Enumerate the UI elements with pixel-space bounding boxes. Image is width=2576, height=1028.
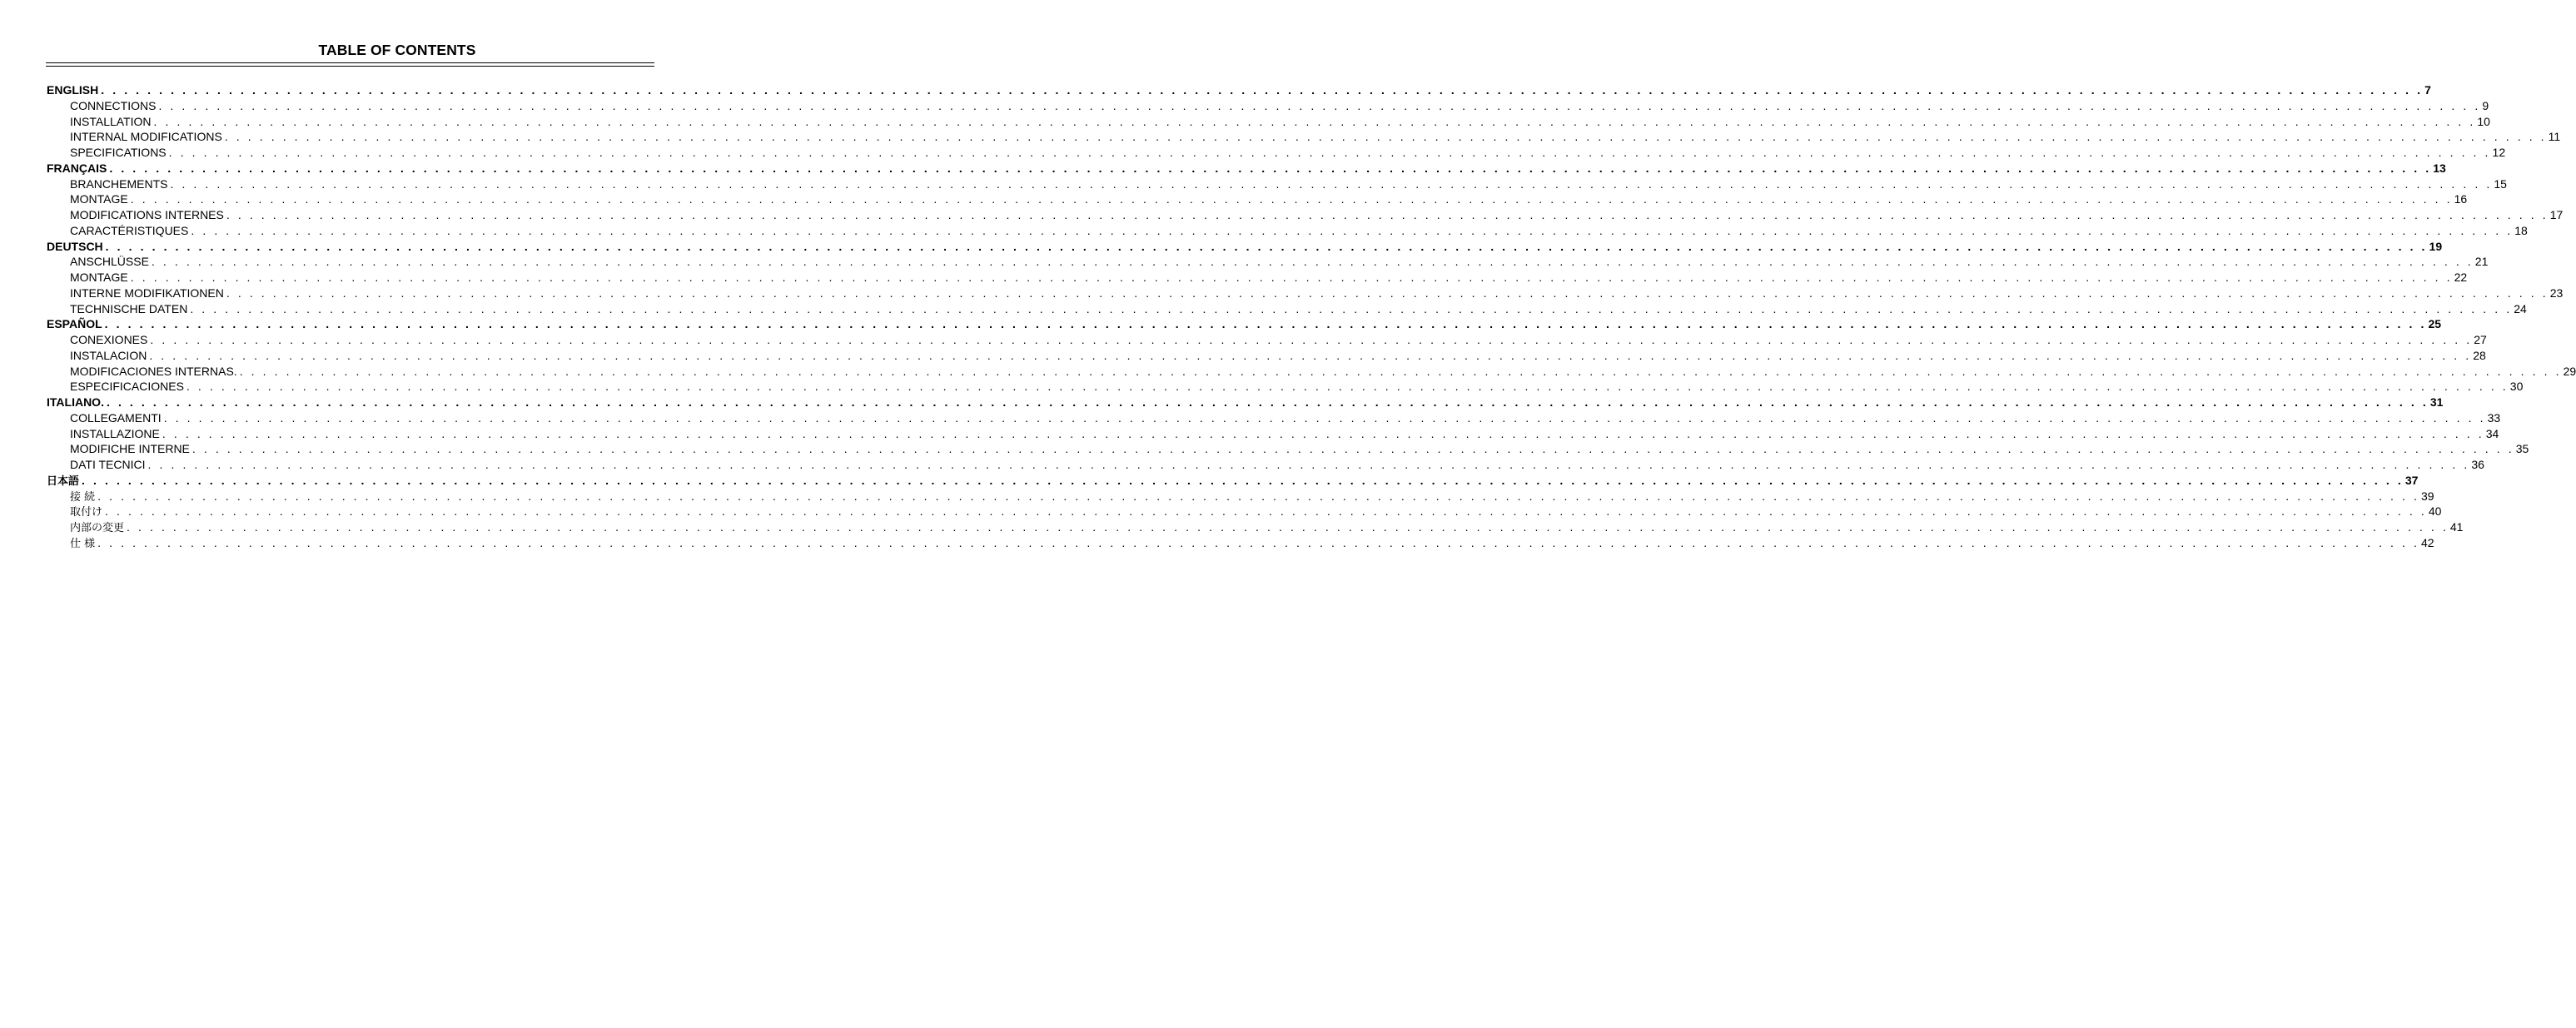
toc-subsection-entry[interactable] — [47, 129, 2561, 145]
toc-dot-leader: . . . . . . . . . . . . . . . . . . . . . . . . . . . . . . . . . . . . . . . . . . . . . . . . . . . . . . . . . . . . . . . . . . . . . . . . . . . . . . . . . . . . . . . . . . . . . . . . . . . . . . . . . . . . . . . . . . . . . . . . . . . . . . . . . . . . . . . . . . . . . . . . . . . . . . . . . . . . . . . . . . . . . . . . . . . . . . . . . . . . . . . . . . . . . . . . . . . . . . . . — [153, 114, 2476, 128]
toc-page-number: 15 — [2494, 176, 2507, 191]
toc-page-number: 28 — [2473, 348, 2486, 362]
toc-subsection-entry[interactable] — [47, 441, 2529, 457]
toc-entry-label: DEUTSCH — [47, 239, 103, 253]
toc-entry-label: MONTAGE — [70, 192, 128, 206]
toc-subsection-entry[interactable] — [47, 410, 2501, 426]
toc-dot-leader: . . . . . . . . . . . . . . . . . . . . . . . . . . . . . . . . . . . . . . . . . . . . . . . . . . . . . . . . . . . . . . . . . . . . . . . . . . . . . . . . . . . . . . . . . . . . . . . . . . . . . . . . . . . . . . . . . . . . . . . . . . . . . . . . . . . . . . . . . . . . . . . . . . . . . . . . . . . . . . . . . . . . . . . . . . . . . . . . . . . . . . . . . . . . . . . . . . . . . . . . — [190, 301, 2513, 315]
toc-section-entry[interactable] — [47, 473, 2419, 489]
toc-dot-leader: . . . . . . . . . . . . . . . . . . . . . . . . . . . . . . . . . . . . . . . . . . . . . . . . . . . . . . . . . . . . . . . . . . . . . . . . . . . . . . . . . . . . . . . . . . . . . . . . . . . . . . . . . . . . . . . . . . . . . . . . . . . . . . . . . . . . . . . . . . . . . . . . . . . . . . . . . . . . . . . . . . . . . . . . . . . . . . . . . . . . . . . . . . . . . . . . . . . . . . . . — [151, 255, 2474, 269]
toc-section-entry[interactable] — [47, 161, 2446, 176]
toc-entry-label: 内部の変更 — [70, 522, 125, 534]
toc-page-number: 36 — [2471, 458, 2484, 471]
toc-entry-label: ENGLISH — [47, 83, 99, 97]
toc-page-number: 13 — [2433, 161, 2446, 175]
toc-subsection-entry[interactable] — [47, 457, 2484, 473]
toc-subsection-entry[interactable] — [47, 286, 2564, 301]
toc-subsection-entry[interactable] — [47, 379, 2524, 395]
toc-subsection-entry[interactable] — [47, 426, 2499, 442]
toc-page-number: 23 — [2549, 286, 2564, 300]
toc-dot-leader: . . . . . . . . . . . . . . . . . . . . . . . . . . . . . . . . . . . . . . . . . . . . . . . . . . . . . . . . . . . . . . . . . . . . . . . . . . . . . . . . . . . . . . . . . . . . . . . . . . . . . . . . . . . . . . . . . . . . . . . . . . . . . . . . . . . . . . . . . . . . . . . . . . . . . . . . . . . . . . . . . . . . . . . . . . . . . . . . . . . . . . . . . . . . . . . . . . . . . . . . — [162, 426, 2484, 440]
toc-dot-leader: . . . . . . . . . . . . . . . . . . . . . . . . . . . . . . . . . . . . . . . . . . . . . . . . . . . . . . . . . . . . . . . . . . . . . . . . . . . . . . . . . . . . . . . . . . . . . . . . . . . . . . . . . . . . . . . . . . . . . . . . . . . . . . . . . . . . . . . . . . . . . . . . . . . . . . . . . . . . . . . . . . . . . . . . . . . . . . . . . . . . . . . . . . . . . . . . . . . . . . . . — [127, 520, 2449, 534]
toc-dot-leader: . . . . . . . . . . . . . . . . . . . . . . . . . . . . . . . . . . . . . . . . . . . . . . . . . . . . . . . . . . . . . . . . . . . . . . . . . . . . . . . . . . . . . . . . . . . . . . . . . . . . . . . . . . . . . . . . . . . . . . . . . . . . . . . . . . . . . . . . . . . . . . . . . . . . . . . . . . . . . . . . . . . . . . . . . . . . . . . . . . . . . . . . . . . . . . . . . . . . . . . . — [97, 535, 2420, 549]
toc-page-number: 39 — [2421, 489, 2434, 503]
toc-subsection-entry[interactable] — [47, 191, 2468, 207]
toc-page-number: 19 — [2429, 239, 2443, 253]
toc-entry-label: CARACTÉRISTIQUES — [70, 223, 189, 237]
toc-dot-leader: . . . . . . . . . . . . . . . . . . . . . . . . . . . . . . . . . . . . . . . . . . . . . . . . . . . . . . . . . . . . . . . . . . . . . . . . . . . . . . . . . . . . . . . . . . . . . . . . . . . . . . . . . . . . . . . . . . . . . . . . . . . . . . . . . . . . . . . . . . . . . . . . . . . . . . . . . . . . . . . . . . . . . . . . . . . . . . . . . . . . . . . . . . . . . . . . . . . . . . . . — [105, 504, 2427, 519]
toc-dot-leader: . . . . . . . . . . . . . . . . . . . . . . . . . . . . . . . . . . . . . . . . . . . . . . . . . . . . . . . . . . . . . . . . . . . . . . . . . . . . . . . . . . . . . . . . . . . . . . . . . . . . . . . . . . . . . . . . . . . . . . . . . . . . . . . . . . . . . . . . . . . . . . . . . . . . . . . . . . . . . . . . . . . . . . . . . . . . . . . . . . . . . . . . . . . . . . . . . . . . . . . . — [170, 176, 2493, 191]
toc-subsection-entry[interactable] — [47, 270, 2468, 286]
toc-page-number: 33 — [2487, 410, 2501, 425]
toc-entry-label: SPECIFICATIONS — [70, 146, 167, 159]
toc-dot-leader: . . . . . . . . . . . . . . . . . . . . . . . . . . . . . . . . . . . . . . . . . . . . . . . . . . . . . . . . . . . . . . . . . . . . . . . . . . . . . . . . . . . . . . . . . . . . . . . . . . . . . . . . . . . . . . . . . . . . . . . . . . . . . . . . . . . . . . . . . . . . . . . . . . . . . . . . . . . . . . . . . . . . . . . . . . . . . . . . . . . . . . . . . . . . . . . . . . . . . . . . — [147, 458, 2470, 471]
toc-subsection-entry[interactable] — [47, 301, 2527, 317]
toc-subsection-entry[interactable] — [47, 114, 2490, 130]
toc-entry-label: INTERNAL MODIFICATIONS — [70, 130, 222, 144]
toc-entry-label: ESPAÑOL — [47, 317, 102, 331]
toc-entry-label: MODIFICATIONS INTERNES — [70, 208, 224, 221]
toc-dot-leader: . . . . . . . . . . . . . . . . . . . . . . . . . . . . . . . . . . . . . . . . . . . . . . . . . . . . . . . . . . . . . . . . . . . . . . . . . . . . . . . . . . . . . . . . . . . . . . . . . . . . . . . . . . . . . . . . . . . . . . . . . . . . . . . . . . . . . . . . . . . . . . . . . . . . . . . . . . . . . . . . . . . . . . . . . . . . . . . . . . . . . . . . . . . . . . . . . . . . . . . . — [106, 395, 2429, 409]
toc-subsection-entry[interactable] — [47, 207, 2564, 223]
toc-page-number: 17 — [2549, 208, 2564, 221]
toc-page-number: 24 — [2514, 301, 2527, 315]
toc-entry-label: INSTALACION — [70, 348, 147, 362]
toc-subsection-entry[interactable] — [47, 348, 2486, 364]
toc-page-number: 31 — [2429, 395, 2444, 409]
toc-page-number: 7 — [2424, 83, 2431, 97]
toc-entry-label: MODIFICACIONES INTERNAS. — [70, 364, 237, 378]
toc-page-number: 10 — [2477, 114, 2490, 128]
toc-dot-leader: . . . . . . . . . . . . . . . . . . . . . . . . . . . . . . . . . . . . . . . . . . . . . . . . . . . . . . . . . . . . . . . . . . . . . . . . . . . . . . . . . . . . . . . . . . . . . . . . . . . . . . . . . . . . . . . . . . . . . . . . . . . . . . . . . . . . . . . . . . . . . . . . . . . . . . . . . . . . . . . . . . . . . . . . . . . . . . . . . . . . . . . . . . . . . . . . . . . . . . . . — [226, 286, 2549, 300]
toc-entry-label: MONTAGE — [70, 271, 128, 284]
toc-entry-label: 仕 様 — [70, 537, 96, 550]
toc-page-number: 40 — [2428, 504, 2442, 519]
toc-subsection-entry[interactable] — [47, 254, 2489, 270]
toc-entry-label: CONEXIONES — [70, 333, 148, 346]
toc-dot-leader: . . . . . . . . . . . . . . . . . . . . . . . . . . . . . . . . . . . . . . . . . . . . . . . . . . . . . . . . . . . . . . . . . . . . . . . . . . . . . . . . . . . . . . . . . . . . . . . . . . . . . . . . . . . . . . . . . . . . . . . . . . . . . . . . . . . . . . . . . . . . . . . . . . . . . . . . . . . . . . . . . . . . . . . . . . . . . . . . . . . . . . . . . . . . . . . . . . . . . . . . — [163, 410, 2486, 425]
toc-entry-label: 取付け — [70, 506, 103, 519]
toc-page-number: 25 — [2428, 317, 2442, 331]
toc-entry-label: DATI TECNICI — [70, 458, 146, 471]
toc-subsection-entry[interactable] — [47, 223, 2528, 239]
table-of-contents — [47, 82, 2576, 551]
toc-dot-leader: . . . . . . . . . . . . . . . . . . . . . . . . . . . . . . . . . . . . . . . . . . . . . . . . . . . . . . . . . . . . . . . . . . . . . . . . . . . . . . . . . . . . . . . . . . . . . . . . . . . . . . . . . . . . . . . . . . . . . . . . . . . . . . . . . . . . . . . . . . . . . . . . . . . . . . . . . . . . . . . . . . . . . . . . . . . . . . . . . . . . . . . . . . . . . . . . . . . . . . . . — [186, 380, 2509, 394]
toc-page-number: 11 — [2548, 130, 2561, 144]
toc-dot-leader: . . . . . . . . . . . . . . . . . . . . . . . . . . . . . . . . . . . . . . . . . . . . . . . . . . . . . . . . . . . . . . . . . . . . . . . . . . . . . . . . . . . . . . . . . . . . . . . . . . . . . . . . . . . . . . . . . . . . . . . . . . . . . . . . . . . . . . . . . . . . . . . . . . . . . . . . . . . . . . . . . . . . . . . . . . . . . . . . . . . . . . . . . . . . . . . . . . . . . . . . — [226, 208, 2549, 221]
toc-dot-leader: . . . . . . . . . . . . . . . . . . . . . . . . . . . . . . . . . . . . . . . . . . . . . . . . . . . . . . . . . . . . . . . . . . . . . . . . . . . . . . . . . . . . . . . . . . . . . . . . . . . . . . . . . . . . . . . . . . . . . . . . . . . . . . . . . . . . . . . . . . . . . . . . . . . . . . . . . . . . . . . . . . . . . . . . . . . . . . . . . . . . . . . . . . . . . . . . . . . . . . . . — [109, 161, 2432, 175]
toc-dot-leader: . . . . . . . . . . . . . . . . . . . . . . . . . . . . . . . . . . . . . . . . . . . . . . . . . . . . . . . . . . . . . . . . . . . . . . . . . . . . . . . . . . . . . . . . . . . . . . . . . . . . . . . . . . . . . . . . . . . . . . . . . . . . . . . . . . . . . . . . . . . . . . . . . . . . . . . . . . . . . . . . . . . . . . . . . . . . . . . . . . . . . . . . . . . . . . . . . . . . . . . . — [101, 83, 2424, 97]
toc-page-number: 35 — [2515, 442, 2529, 456]
toc-dot-leader: . . . . . . . . . . . . . . . . . . . . . . . . . . . . . . . . . . . . . . . . . . . . . . . . . . . . . . . . . . . . . . . . . . . . . . . . . . . . . . . . . . . . . . . . . . . . . . . . . . . . . . . . . . . . . . . . . . . . . . . . . . . . . . . . . . . . . . . . . . . . . . . . . . . . . . . . . . . . . . . . . . . . . . . . . . . . . . . . . . . . . . . . . . . . . . . . . . . . . . . . — [97, 489, 2420, 503]
toc-page-number: 29 — [2563, 364, 2576, 378]
toc-page-number: 30 — [2509, 380, 2524, 394]
toc-entry-label: MODIFICHE INTERNE — [70, 442, 190, 456]
toc-page-number: 16 — [2454, 192, 2468, 206]
toc-subsection-entry[interactable] — [47, 519, 2464, 535]
toc-page-number: 41 — [2449, 520, 2464, 534]
toc-page-number: 27 — [2474, 333, 2487, 346]
toc-dot-leader: . . . . . . . . . . . . . . . . . . . . . . . . . . . . . . . . . . . . . . . . . . . . . . . . . . . . . . . . . . . . . . . . . . . . . . . . . . . . . . . . . . . . . . . . . . . . . . . . . . . . . . . . . . . . . . . . . . . . . . . . . . . . . . . . . . . . . . . . . . . . . . . . . . . . . . . . . . . . . . . . . . . . . . . . . . . . . . . . . . . . . . . . . . . . . . . . . . . . . . . . — [224, 130, 2547, 144]
toc-entry-label: ANSCHLÜSSE — [70, 255, 149, 269]
toc-dot-leader: . . . . . . . . . . . . . . . . . . . . . . . . . . . . . . . . . . . . . . . . . . . . . . . . . . . . . . . . . . . . . . . . . . . . . . . . . . . . . . . . . . . . . . . . . . . . . . . . . . . . . . . . . . . . . . . . . . . . . . . . . . . . . . . . . . . . . . . . . . . . . . . . . . . . . . . . . . . . . . . . . . . . . . . . . . . . . . . . . . . . . . . . . . . . . . . . . . . . . . . . — [191, 442, 2514, 456]
toc-subsection-entry[interactable] — [47, 98, 2489, 114]
toc-page-number: 12 — [2492, 146, 2506, 159]
toc-entry-label: TECHNISCHE DATEN — [70, 301, 188, 315]
toc-section-entry[interactable] — [47, 82, 2431, 98]
toc-entry-label: ESPECIFICACIONES — [70, 380, 184, 394]
toc-entry-label: ITALIANO. — [47, 395, 104, 409]
toc-subsection-entry[interactable] — [47, 489, 2434, 504]
toc-subsection-entry[interactable] — [47, 535, 2434, 551]
toc-entry-label: INSTALLATION — [70, 114, 152, 128]
page-title: TABLE OF CONTENTS — [318, 42, 476, 58]
toc-dot-leader: . . . . . . . . . . . . . . . . . . . . . . . . . . . . . . . . . . . . . . . . . . . . . . . . . . . . . . . . . . . . . . . . . . . . . . . . . . . . . . . . . . . . . . . . . . . . . . . . . . . . . . . . . . . . . . . . . . . . . . . . . . . . . . . . . . . . . . . . . . . . . . . . . . . . . . . . . . . . . . . . . . . . . . . . . . . . . . . . . . . . . . . . . . . . . . . . . . . . . . . . — [150, 333, 2473, 346]
toc-subsection-entry[interactable] — [47, 504, 2442, 519]
toc-dot-leader: . . . . . . . . . . . . . . . . . . . . . . . . . . . . . . . . . . . . . . . . . . . . . . . . . . . . . . . . . . . . . . . . . . . . . . . . . . . . . . . . . . . . . . . . . . . . . . . . . . . . . . . . . . . . . . . . . . . . . . . . . . . . . . . . . . . . . . . . . . . . . . . . . . . . . . . . . . . . . . . . . . . . . . . . . . . . . . . . . . . . . . . . . . . . . . . . . . . . . . . . — [130, 192, 2453, 206]
toc-page-number: 34 — [2485, 426, 2499, 440]
toc-page-number: 18 — [2514, 223, 2528, 237]
toc-entry-label: COLLEGAMENTI — [70, 410, 162, 425]
toc-entry-label: 日本語 — [47, 474, 80, 488]
toc-section-entry[interactable] — [47, 395, 2444, 410]
toc-subsection-entry[interactable] — [47, 145, 2506, 161]
toc-entry-label: INSTALLAZIONE — [70, 426, 160, 440]
toc-page-number: 9 — [2482, 98, 2489, 112]
toc-subsection-entry[interactable] — [47, 176, 2507, 192]
toc-dot-leader: . . . . . . . . . . . . . . . . . . . . . . . . . . . . . . . . . . . . . . . . . . . . . . . . . . . . . . . . . . . . . . . . . . . . . . . . . . . . . . . . . . . . . . . . . . . . . . . . . . . . . . . . . . . . . . . . . . . . . . . . . . . . . . . . . . . . . . . . . . . . . . . . . . . . . . . . . . . . . . . . . . . . . . . . . . . . . . . . . . . . . . . . . . . . . . . . . . . . . . . . — [82, 473, 2404, 487]
toc-dot-leader: . . . . . . . . . . . . . . . . . . . . . . . . . . . . . . . . . . . . . . . . . . . . . . . . . . . . . . . . . . . . . . . . . . . . . . . . . . . . . . . . . . . . . . . . . . . . . . . . . . . . . . . . . . . . . . . . . . . . . . . . . . . . . . . . . . . . . . . . . . . . . . . . . . . . . . . . . . . . . . . . . . . . . . . . . . . . . . . . . . . . . . . . . . . . . . . . . . . . . . . . — [104, 317, 2427, 331]
toc-subsection-entry[interactable] — [47, 332, 2487, 348]
toc-dot-leader: . . . . . . . . . . . . . . . . . . . . . . . . . . . . . . . . . . . . . . . . . . . . . . . . . . . . . . . . . . . . . . . . . . . . . . . . . . . . . . . . . . . . . . . . . . . . . . . . . . . . . . . . . . . . . . . . . . . . . . . . . . . . . . . . . . . . . . . . . . . . . . . . . . . . . . . . . . . . . . . . . . . . . . . . . . . . . . . . . . . . . . . . . . . . . . . . . . . . . . . . — [191, 223, 2514, 237]
toc-entry-label: FRANÇAIS — [47, 161, 107, 175]
toc-page-number: 37 — [2404, 473, 2419, 487]
title-rule-top — [46, 62, 654, 63]
toc-dot-leader: . . . . . . . . . . . . . . . . . . . . . . . . . . . . . . . . . . . . . . . . . . . . . . . . . . . . . . . . . . . . . . . . . . . . . . . . . . . . . . . . . . . . . . . . . . . . . . . . . . . . . . . . . . . . . . . . . . . . . . . . . . . . . . . . . . . . . . . . . . . . . . . . . . . . . . . . . . . . . . . . . . . . . . . . . . . . . . . . . . . . . . . . . . . . . . . . . . . . . . . . — [105, 239, 2428, 253]
toc-dot-leader: . . . . . . . . . . . . . . . . . . . . . . . . . . . . . . . . . . . . . . . . . . . . . . . . . . . . . . . . . . . . . . . . . . . . . . . . . . . . . . . . . . . . . . . . . . . . . . . . . . . . . . . . . . . . . . . . . . . . . . . . . . . . . . . . . . . . . . . . . . . . . . . . . . . . . . . . . . . . . . . . . . . . . . . . . . . . . . . . . . . . . . . . . . . . . . . . . . . . . . . . — [130, 271, 2453, 284]
toc-dot-leader: . . . . . . . . . . . . . . . . . . . . . . . . . . . . . . . . . . . . . . . . . . . . . . . . . . . . . . . . . . . . . . . . . . . . . . . . . . . . . . . . . . . . . . . . . . . . . . . . . . . . . . . . . . . . . . . . . . . . . . . . . . . . . . . . . . . . . . . . . . . . . . . . . . . . . . . . . . . . . . . . . . . . . . . . . . . . . . . . . . . . . . . . . . . . . . . . . . . . . . . . — [149, 348, 2472, 362]
toc-section-entry[interactable] — [47, 316, 2442, 332]
toc-entry-label: INTERNE MODIFIKATIONEN — [70, 286, 224, 300]
toc-subsection-entry[interactable] — [47, 364, 2576, 380]
toc-entry-label: 接 続 — [70, 490, 96, 504]
toc-entry-label: BRANCHEMENTS — [70, 176, 168, 191]
toc-dot-leader: . . . . . . . . . . . . . . . . . . . . . . . . . . . . . . . . . . . . . . . . . . . . . . . . . . . . . . . . . . . . . . . . . . . . . . . . . . . . . . . . . . . . . . . . . . . . . . . . . . . . . . . . . . . . . . . . . . . . . . . . . . . . . . . . . . . . . . . . . . . . . . . . . . . . . . . . . . . . . . . . . . . . . . . . . . . . . . . . . . . . . . . . . . . . . . . . . . . . . . . . — [239, 364, 2562, 378]
toc-page-number: 42 — [2421, 535, 2434, 549]
toc-dot-leader: . . . . . . . . . . . . . . . . . . . . . . . . . . . . . . . . . . . . . . . . . . . . . . . . . . . . . . . . . . . . . . . . . . . . . . . . . . . . . . . . . . . . . . . . . . . . . . . . . . . . . . . . . . . . . . . . . . . . . . . . . . . . . . . . . . . . . . . . . . . . . . . . . . . . . . . . . . . . . . . . . . . . . . . . . . . . . . . . . . . . . . . . . . . . . . . . . . . . . . . . — [168, 146, 2491, 159]
title-rule-bottom — [46, 66, 654, 67]
toc-entry-label: CONNECTIONS — [70, 98, 157, 112]
toc-dot-leader: . . . . . . . . . . . . . . . . . . . . . . . . . . . . . . . . . . . . . . . . . . . . . . . . . . . . . . . . . . . . . . . . . . . . . . . . . . . . . . . . . . . . . . . . . . . . . . . . . . . . . . . . . . . . . . . . . . . . . . . . . . . . . . . . . . . . . . . . . . . . . . . . . . . . . . . . . . . . . . . . . . . . . . . . . . . . . . . . . . . . . . . . . . . . . . . . . . . . . . . . — [158, 98, 2481, 112]
toc-page-number: 22 — [2454, 271, 2468, 284]
toc-page-number: 21 — [2474, 255, 2489, 269]
toc-section-entry[interactable] — [47, 239, 2443, 255]
